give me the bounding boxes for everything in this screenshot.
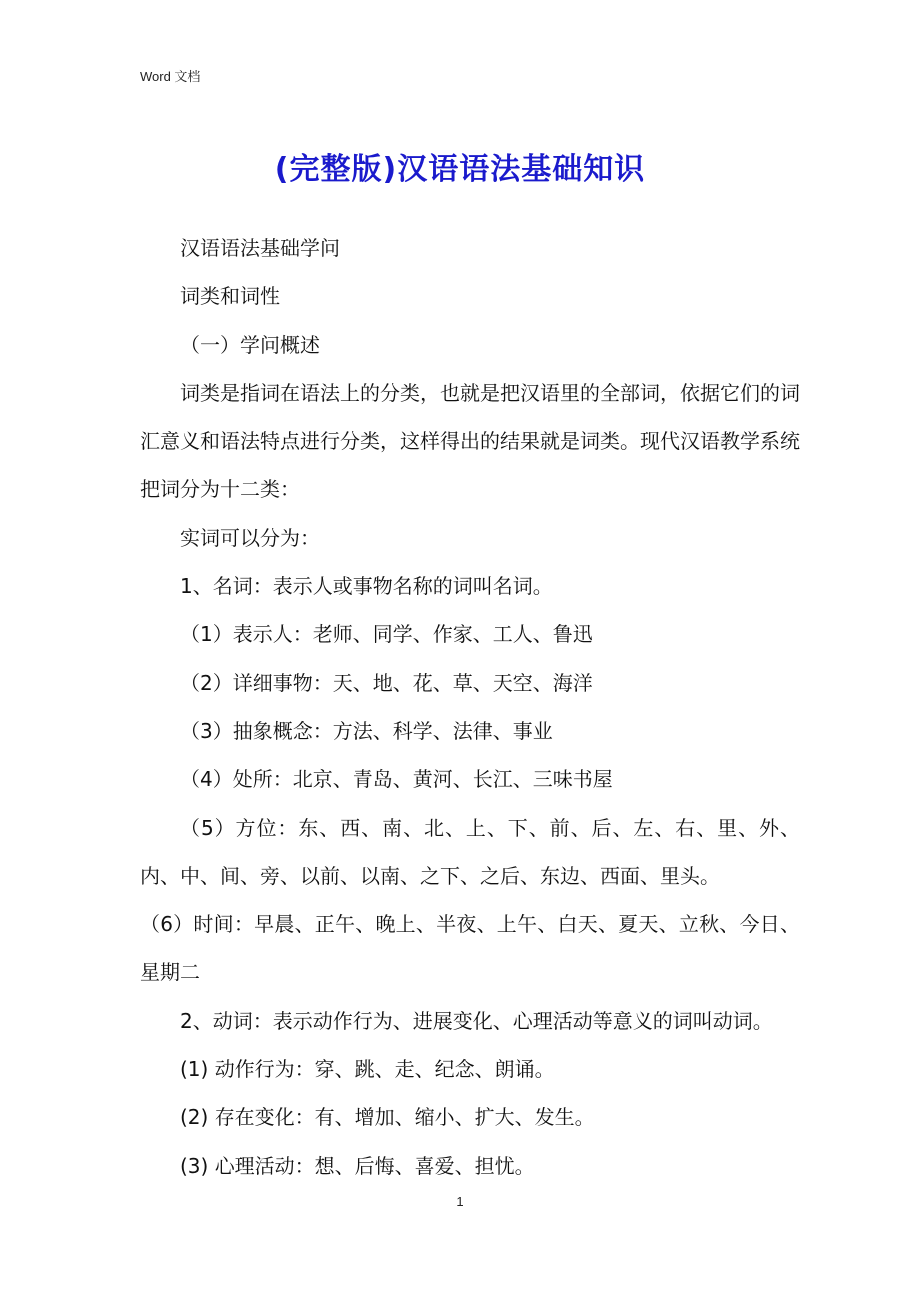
paragraph: （3）抽象概念：方法、科学、法律、事业 (180, 718, 553, 743)
paragraph: 1、名词：表示人或事物名称的词叫名词。 (180, 574, 553, 599)
paragraph: 实词可以分为： (180, 525, 320, 550)
paragraph: (3) 心理活动：想、后悔、喜爱、担忧。 (180, 1153, 535, 1178)
paragraph: （一）学问概述 (180, 332, 320, 357)
document-header: Word 文档 (140, 69, 201, 84)
paragraph: （2）详细事物：天、地、花、草、天空、海洋 (180, 670, 593, 695)
paragraph: 词类和词性 (180, 284, 280, 309)
paragraph: (2) 存在变化：有、增加、缩小、扩大、发生。 (180, 1105, 595, 1130)
paragraph: (1) 动作行为：穿、跳、走、纪念、朗诵。 (180, 1057, 555, 1082)
paragraph: （6）时间：早晨、正午、晚上、半夜、上午、白天、夏天、立秋、今日、星期二 (140, 912, 800, 985)
paragraph: （4）处所：北京、青岛、黄河、长江、三味书屋 (180, 767, 613, 792)
document-body (140, 224, 800, 1190)
paragraph: 词类是指词在语法上的分类，也就是把汉语里的全部词，依据它们的词汇意义和语法特点进行分类，这样得出的结果就是词类。现代汉语教学系统把词分为十二类： (140, 380, 800, 502)
document-title: (完整版)汉语语法基础知识 (274, 152, 646, 187)
page-number: 1 (456, 1194, 464, 1209)
paragraph: 汉语语法基础学问 (180, 236, 340, 260)
paragraph: （1）表示人：老师、同学、作家、工人、鲁迅 (180, 622, 593, 647)
paragraph: （5）方位：东、西、南、北、上、下、前、后、左、右、里、外、内、中、间、旁、以前、以南、之下、之后、东边、西面、里头。 (140, 815, 800, 888)
paragraph: 2、动词：表示动作行为、进展变化、心理活动等意义的词叫动词。 (180, 1008, 773, 1033)
